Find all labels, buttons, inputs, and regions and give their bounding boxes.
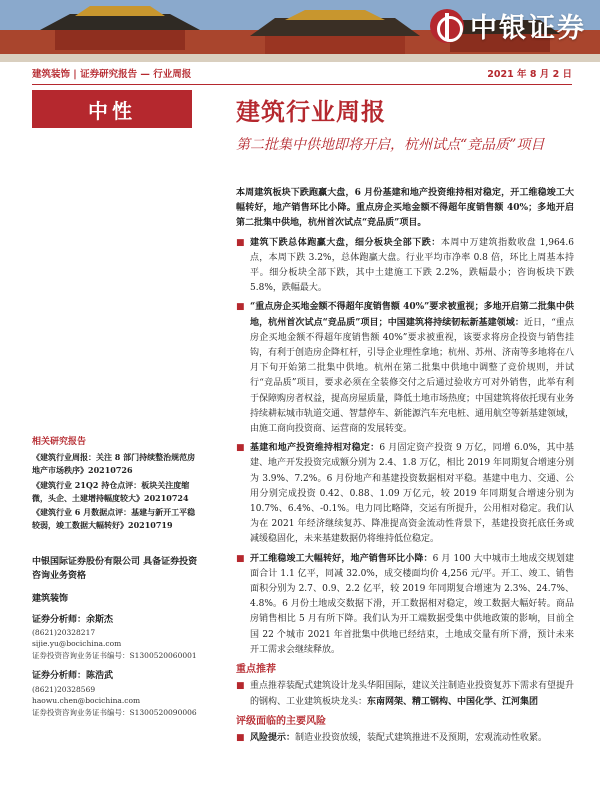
firm-name: 中银国际证券股份有限公司 具备证券投资咨询业务资格 bbox=[32, 557, 198, 582]
related-report[interactable]: 《建筑行业 21Q2 持仓点评：板块关注度缩微，头企、土建增持幅度较大》20210724 bbox=[32, 479, 190, 503]
list-item bbox=[236, 300, 574, 437]
analyst-email[interactable]: sijie.yu@bocichina.com bbox=[32, 639, 122, 649]
bullet-text: 6 月固定资产投资 9 万亿，同增 6.0%，其中基建、地产开发投资完成额分别为 2.4、1.8 万亿，相比 2019 年同期复合增速分别为 3.9%、7.2%。6 月份地产和基建投资数据相对平稳。基建中电力、交通、公用分别完成投资 0.42、0.88、1.09 万亿元，较 2019 年同期复合增速分别为 10.7%、6.4%、-0.1%。电力同比略降，交运有所提升，公用相对稳定。我们认为在 2021 年经济继续复苏、降准提高资金流动性背景下，基建投资托底任务或减缓稳固化，未来基建数据仍将维持低位稳定。 bbox=[250, 443, 574, 545]
analyst-role: 证券分析师： bbox=[32, 671, 87, 682]
brand-name: 中银证券 bbox=[470, 13, 586, 44]
analyst-role: 证券分析师： bbox=[32, 614, 87, 625]
analyst-cert: 证券投资咨询业务证书编号：S1300520090006 bbox=[32, 707, 197, 717]
divider bbox=[32, 84, 572, 85]
sector-label: 建筑装饰 bbox=[32, 594, 69, 605]
bullet-text: 近日，“重点房企买地金额不得超年度销售额 40%”要求被重视，该要求将房企投资与销售挂钩，有利于创造房企降杠杆，引导企业理性拿地；杭州、苏州、济南等多地将在八月下旬开始第二批集中供地。杭州在第二批集中供地中调整了竞价规则，并试行“竞品质”项目，要求必须在全装修交付之后通过验收方可对外销售，此举有利于保障购房者权益，提高房屋质量，降低土地市场热度；中国建筑将依托现有业务持续耕耘城市轨道交通、智慧停车、新能源汽车充电桩、通用航空等新基建领域，由施工商向投资商、运营商的发展转变。 bbox=[250, 317, 575, 435]
analyst-cert: 证券投资咨询业务证书编号：S1300520060001 bbox=[32, 650, 197, 660]
rating-badge: 中性 bbox=[32, 90, 192, 128]
related-report[interactable]: 《建筑行业周报：关注 8 部门持续整治规范房地产市场秩序》20210726 bbox=[32, 452, 196, 476]
analyst-card bbox=[32, 669, 202, 718]
report-date: 2021 年 8 月 2 日 bbox=[487, 69, 572, 80]
list-item bbox=[236, 731, 574, 746]
report-category: 建筑装饰 | 证券研究报告 — 行业周报 bbox=[32, 69, 192, 80]
bullet-lead: “重点房企买地金额不得超年度销售额 40%”要求被重视；多地开启第二批集中供地，杭州首次试点“竞品质”项目；中国建筑将持续韧耘新基建领域： bbox=[250, 302, 574, 328]
bullet-square-icon: ■ bbox=[236, 443, 245, 454]
risk-text: 制造业投资放缓，装配式建筑推进不及预期，宏观流动性收紧。 bbox=[295, 732, 548, 743]
related-heading: 相关研究报告 bbox=[32, 437, 87, 447]
bullet-square-icon: ■ bbox=[236, 732, 245, 743]
list-item bbox=[236, 552, 574, 658]
analyst-card bbox=[32, 613, 202, 662]
analyst-phone: (8621)20328217 bbox=[32, 627, 96, 637]
bullet-square-icon: ■ bbox=[236, 681, 245, 692]
picks-text: 重点推荐装配式建筑设计龙头华阳国际，建议关注制造业投资复苏下需求有望提升的钢构、工业建筑板块龙头： bbox=[250, 681, 575, 707]
analyst-name: 陈浩武 bbox=[86, 671, 114, 682]
bullet-square-icon: ■ bbox=[236, 553, 245, 564]
analyst-name: 余斯杰 bbox=[86, 614, 114, 625]
list-item bbox=[236, 236, 574, 297]
boci-logo bbox=[430, 6, 586, 45]
bank-of-china-logo-icon bbox=[430, 9, 464, 43]
related-report[interactable]: 《建筑行业 6 月数据点评：基建与新开工平稳较弱，竣工数据大幅转好》20210719 bbox=[32, 507, 196, 531]
header-banner bbox=[0, 0, 600, 62]
bullet-text: 本周中万建筑指数收盘 1,964.6 点，本周下跌 3.2%，总体跑赢大盘。行业平均市净率 0.8 倍，环比上周基本持平。细分板块全部下跌，其中土建施工下跌 2.2%，跌幅最小；咨询板块下跌 5.8%，跌幅最大。 bbox=[250, 237, 574, 294]
bullet-text: 6 月 100 大中城市土地成交规划建面合计 1.1 亿平，同减 32.0%，成交楼面均价 4,256 元/平。开工、竣工、销售面积分别为 2.7、0.9、2.2 亿平，较 2019 年同期复合增速为 2.3%、24.7%、4.8%。6 月份土地成交数据下滑，开工数据相对稳定，竣工数据大幅好转。商品房销售相比 5 月有所下降。我们认为开工端数据受集中供地政策的影响，目前全国 22 个城市 2021 年首批集中供地已经结束，土地成交量有所下滑，预计未来开工需求会继续释放。 bbox=[250, 553, 574, 655]
report-subtitle: 第二批集中供地即将开启，杭州试点“竞品质”项目 bbox=[236, 137, 545, 153]
risks-heading: 评级面临的主要风险 bbox=[236, 715, 326, 727]
summary-paragraph: 本周建筑板块下跌跑赢大盘，6 月份基建和地产投资维持相对稳定，开工维稳竣工大幅转好，地产销售环比小降。重点房企买地金额不得超年度销售额 40%；多地开启第二批集中供地，杭州首次试点“竞品质”项目。 bbox=[236, 188, 574, 229]
risk-lead: 风险提示： bbox=[250, 732, 296, 743]
bullet-square-icon: ■ bbox=[236, 237, 245, 248]
bullet-lead: 建筑下跌总体跑赢大盘，细分板块全部下跌： bbox=[250, 237, 441, 248]
report-meta-bar bbox=[32, 64, 572, 82]
list-item bbox=[236, 679, 574, 709]
list-item bbox=[236, 441, 574, 547]
picks-heading: 重点推荐 bbox=[236, 664, 276, 676]
analyst-phone: (8621)20328569 bbox=[32, 684, 96, 694]
analyst-email[interactable]: haowu.chen@bocichina.com bbox=[32, 696, 141, 706]
bullet-lead: 基建和地产投资维持相对稳定： bbox=[250, 443, 380, 454]
page-title: 建筑行业周报 bbox=[236, 98, 386, 126]
bullet-lead: 开工维稳竣工大幅转好，地产销售环比小降： bbox=[250, 553, 433, 564]
sidebar bbox=[32, 436, 202, 718]
bullet-square-icon: ■ bbox=[236, 302, 245, 313]
main-content bbox=[236, 186, 574, 750]
picks-stocks: 东南网架、精工钢构、中国化学、江河集团 bbox=[367, 696, 539, 707]
